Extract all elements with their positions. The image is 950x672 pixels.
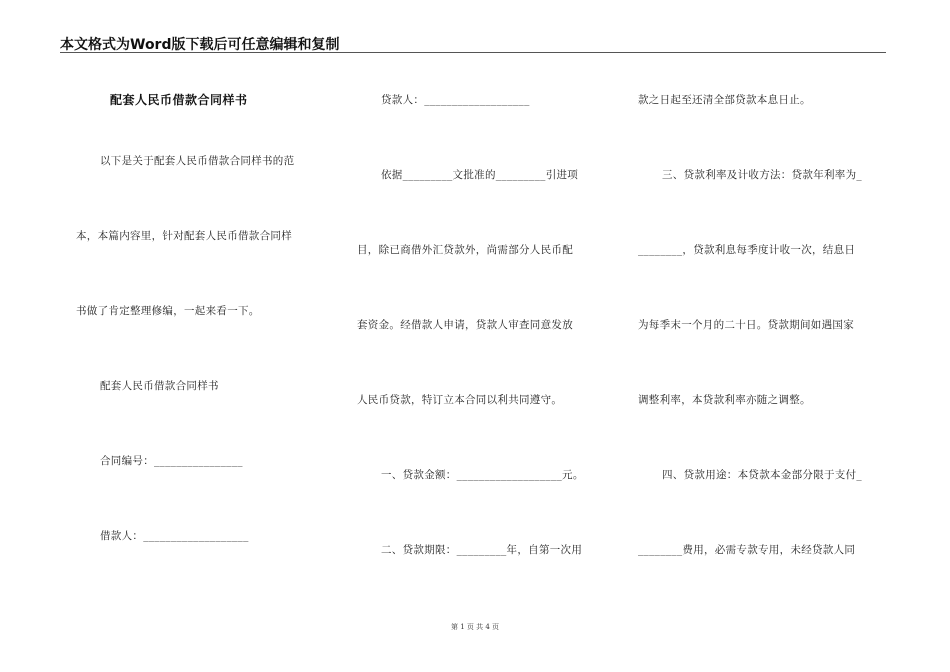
- paragraph-line: ________费用，必需专款专用，未经贷款人同: [638, 544, 856, 556]
- borrower-field: 借款人：___________________: [100, 530, 249, 542]
- paragraph-line: 以下是关于配套人民币借款合同样书的范: [100, 155, 295, 167]
- contract-subtitle: 配套人民币借款合同样书: [100, 380, 219, 392]
- paragraph-line: 人民币贷款，特订立本合同以利共同遵守。: [357, 394, 563, 406]
- text-column-3: [638, 0, 888, 672]
- lender-field: 贷款人：___________________: [381, 94, 530, 106]
- paragraph-line: 款之日起至还清全部贷款本息日止。: [638, 94, 811, 106]
- paragraph-line: 调整利率，本贷款利率亦随之调整。: [638, 394, 811, 406]
- contract-number-field: 合同编号：________________: [100, 455, 243, 467]
- text-column-1: [76, 0, 326, 672]
- loan-term-clause: 二、贷款期限：_________年，自第一次用: [381, 544, 583, 556]
- paragraph-line: 依据_________文批准的_________引进项: [381, 169, 579, 181]
- paragraph-line: 为每季末一个月的二十日。贷款期间如遇国家: [638, 319, 854, 331]
- paragraph-line: 目，除已商借外汇贷款外，尚需部分人民币配: [357, 244, 573, 256]
- text-column-2: [357, 0, 612, 672]
- paragraph-line: 套资金。经借款人申请，贷款人审查同意发放: [357, 319, 573, 331]
- paragraph-line: 书做了肯定整理修编，一起来看一下。: [76, 305, 260, 317]
- interest-rate-clause: 三、贷款利率及计收方法：贷款年利率为_: [662, 169, 862, 181]
- paragraph-line: ________，贷款利息每季度计收一次，结息日: [638, 244, 856, 256]
- loan-amount-clause: 一、贷款金额：___________________元。: [381, 469, 584, 481]
- paragraph-line: 本，本篇内容里，针对配套人民币借款合同样: [76, 230, 292, 242]
- loan-purpose-clause: 四、贷款用途：本贷款本金部分限于支付_: [662, 469, 862, 481]
- document-banner: 本文格式为Word版下载后可任意编辑和复制: [60, 37, 340, 53]
- document-title: 配套人民币借款合同样书: [110, 93, 248, 107]
- page-indicator: 第 1 页 共 4 页: [450, 623, 500, 631]
